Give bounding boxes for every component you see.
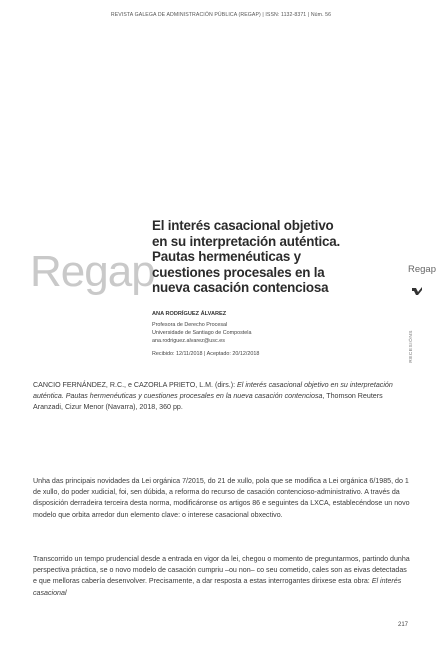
book-reference (33, 380, 411, 414)
reference-authors: CANCIO FERNÁNDEZ, R.C., e CAZORLA PRIETO, L.M. (dirs.): (33, 381, 238, 389)
author-email: ana.rodriguez.alvarez@usc.es (152, 337, 225, 344)
title-line: nueva casación contenciosa (152, 280, 329, 296)
title-line: en su interpretación auténtica. (152, 233, 341, 249)
section-label: RECESIÓNS (409, 330, 414, 363)
reference-book-title: El interés casacional objetivo en su interpretación auténtica. Pautas hermenéuticas y cuestiones procesales en la nueva casación contenciosa (33, 381, 393, 401)
sidebar-logo: Regap (408, 264, 436, 275)
article-header (152, 218, 382, 357)
paragraph-text: Transcorrido un tempo prudencial desde a entrada en vigor da lei, chegou o momento de preguntarmos, partindo dunha perspectiva práctica, se o novo modelo de casación cumpriu –ou non– co seu cometido, cales son as eivas detectadas e que melloras cabería desenvolver. Precisamente, a dar resposta a estas interrogantes dirixese esta obra: (33, 555, 410, 586)
regap-logo: Regap (30, 247, 155, 296)
title-line: El interés casacional objetivo (152, 218, 334, 233)
reference-publisher: , Thomson Reuters Aranzadi, Cizur Menor (Navarra), 2018, 360 pp. (33, 392, 383, 412)
author-position: Profesora de Derecho Procesal (152, 321, 228, 328)
received-accepted-dates: Recibido: 12/11/2018 | Aceptado: 20/12/2018 (152, 350, 260, 357)
paragraph (33, 554, 411, 599)
regap-emblem-icon (411, 285, 423, 297)
author-university: Universidade de Santiago de Compostela (152, 329, 252, 336)
journal-header: REVISTA GALEGA DE ADMINISTRACIÓN PÚBLICA (REGAP) | ISSN: 1132-8371 | Núm. 56 (110, 12, 332, 18)
page-number: 217 (398, 622, 409, 628)
paragraph: Unha das principais novidades da Lei orgánica 7/2015, do 21 de xullo, pola que se modifica a Lei orgánica 6/1985, do 1 de xullo, do poder xudicial, foi, sen dúbida, a reforma do recurso de casación contencioso-administrativo. A través da disposición derradeira terceira desta norma, modificáronse os artigos 86 e seguintes da LXCA, establecéndose un novo modelo que orbita arredor dun elemento clave: o interese casacional obxectivo. (33, 477, 410, 519)
author-name: ANA RODRÍGUEZ ÁLVAREZ (152, 310, 227, 317)
title-line: Pautas hermenéuticas y (152, 249, 301, 265)
paragraph-italic-tail: El interés casacional (33, 577, 402, 597)
title-line: cuestiones procesales en la (152, 264, 325, 280)
article-title (152, 218, 382, 296)
